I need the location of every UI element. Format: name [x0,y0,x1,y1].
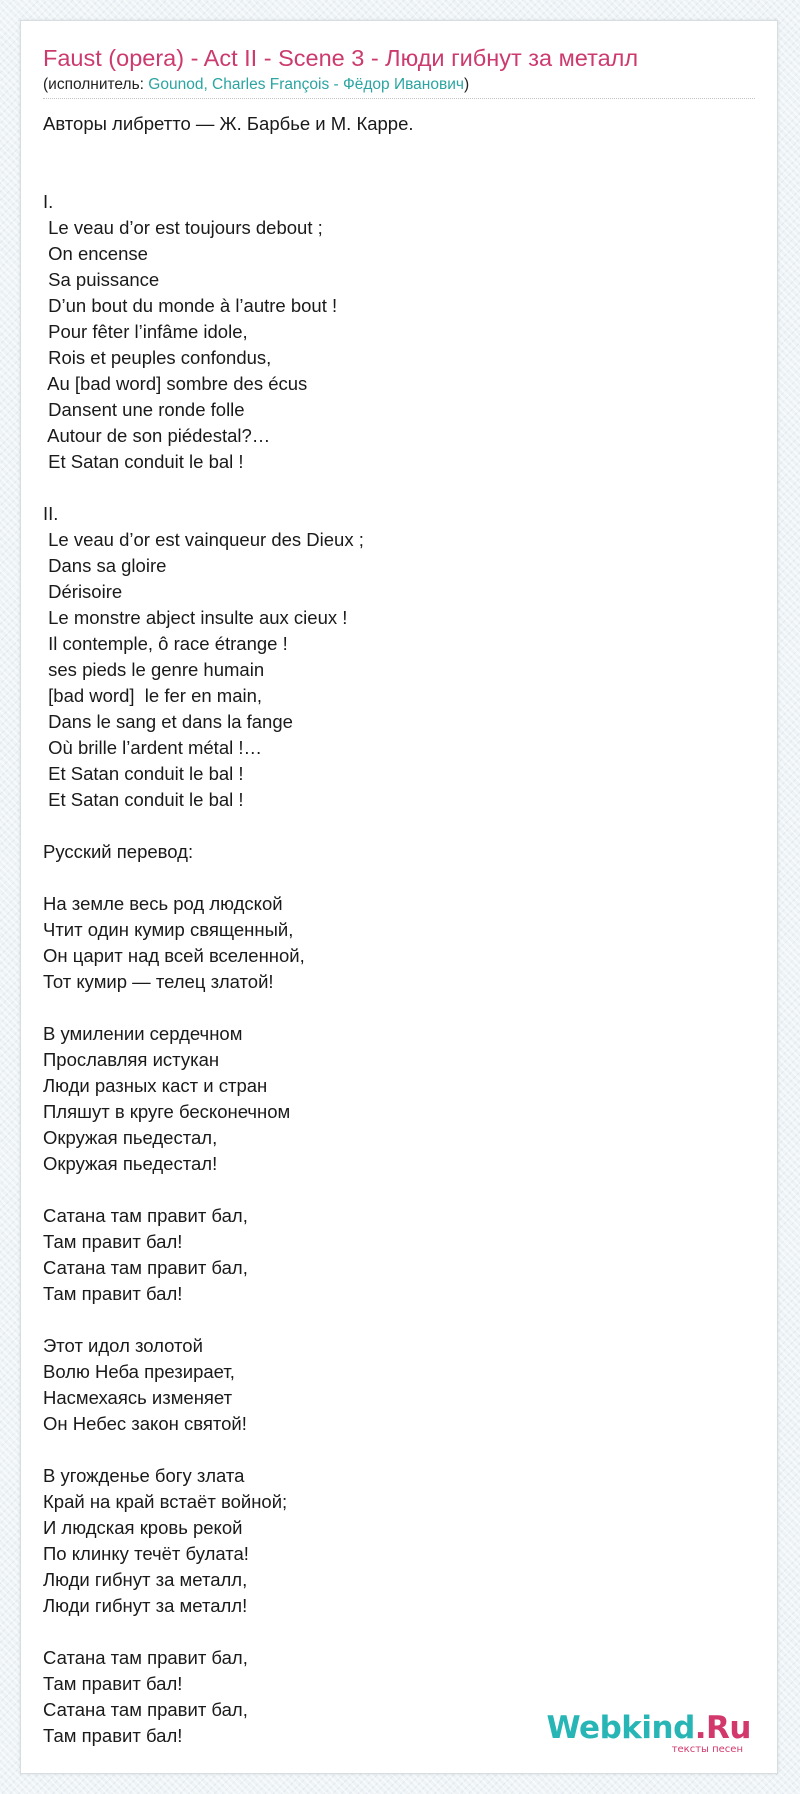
title-divider [43,98,755,99]
lyrics-text: Авторы либретто — Ж. Барбье и М. Карре. I. Le veau d’or est toujours debout ; On encense Sa puissance D’un bout du monde à l’autre bout ! Pour fêter l’infâme idole, Rois et peuples confondus, Au [bad word] sombre des écus Dansent une ronde folle Autour de son piédestal?… Et Satan conduit le bal ! II. Le veau d’or est vainqueur des Dieux ; Dans sa gloire Dérisoire Le monstre abject insulte aux cieux ! Il contemple, ô race étrange ! ses pieds le genre humain [bad word] le fer en main, Dans le sang et dans la fange Où brille l’ardent métal !… Et Satan conduit le bal ! Et Satan conduit le bal ! Русский перевод: На земле весь род людской Чтит один кумир священный, Он царит над всей вселенной, Тот кумир — телец златой! В умилении сердечном Прославляя истукан Люди разных каст и стран Пляшут в круге бесконечном Окружая пьедестал, Окружая пьедестал! Сатана там правит бал, Там правит бал! Сатана там правит бал, Там правит бал! Этот идол золотой Волю Неба презирает, Насмехаясь изменяет Он Небес закон святой! В угожденье богу злата Край на край встаёт войной; И людская кровь рекой По клинку течёт булата! Люди гибнут за металл, Люди гибнут за металл! Сатана там правит бал, Там правит бал! Сатана там правит бал, Там правит бал! [43,113,414,1746]
song-title: Faust (opera) - Act II - Scene 3 - Люди гибнут за металл [43,45,639,71]
performer-line [43,75,469,95]
performer-link[interactable]: Gounod, Charles François - Фёдор Иванович [148,76,464,93]
logo-tld: .Ru [694,1710,751,1746]
performer-prefix: (исполнитель: [43,76,149,93]
site-logo[interactable] [546,1710,751,1755]
lyrics-card [20,20,778,1774]
logo-tagline: тексты песен [671,1744,743,1755]
performer-suffix: ) [463,76,470,93]
logo-wordmark [546,1710,751,1746]
logo-name: Webkind [546,1710,695,1746]
